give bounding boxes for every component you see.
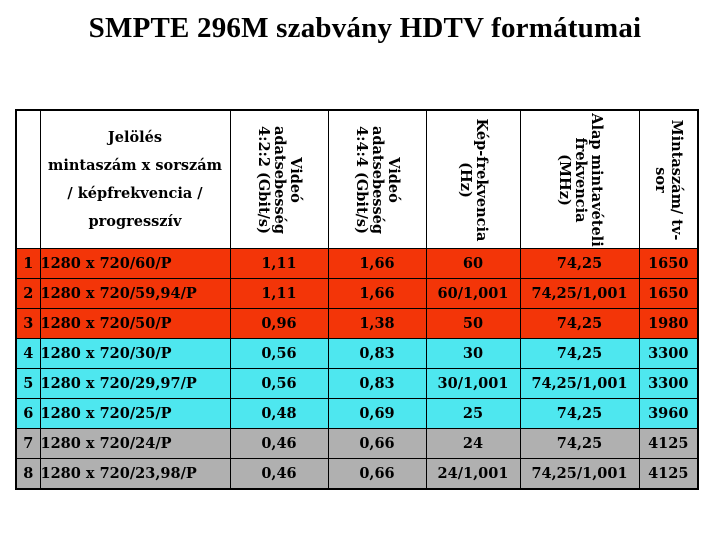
row-format-label: 1280 x 720/50/P <box>40 309 230 339</box>
row-index: 6 <box>16 399 40 429</box>
row-rate-422: 1,11 <box>230 249 328 279</box>
row-rate-444: 0,83 <box>328 339 426 369</box>
row-samples-per-line: 1650 <box>639 279 698 309</box>
row-rate-444: 1,38 <box>328 309 426 339</box>
row-samples-per-line: 1980 <box>639 309 698 339</box>
table-row <box>16 369 698 399</box>
row-index: 4 <box>16 339 40 369</box>
row-index: 7 <box>16 429 40 459</box>
row-format-label: 1280 x 720/30/P <box>40 339 230 369</box>
header-samples-per-line <box>639 110 698 249</box>
header-sample-freq-text: Alap mintavételi frekvencia (MHz) <box>555 112 605 247</box>
row-rate-422: 0,56 <box>230 369 328 399</box>
row-rate-444: 1,66 <box>328 279 426 309</box>
header-rate-444 <box>328 110 426 249</box>
header-frame-freq-text: Kép-frekvencia (Hz) <box>457 118 490 241</box>
row-rate-422: 0,46 <box>230 459 328 490</box>
row-rate-422: 0,46 <box>230 429 328 459</box>
table-row <box>16 309 698 339</box>
row-sample-freq: 74,25/1,001 <box>520 369 639 399</box>
table-row <box>16 249 698 279</box>
header-samples-per-line-text: Mintaszám/ tv-sor <box>652 119 686 240</box>
row-sample-freq: 74,25 <box>520 339 639 369</box>
formats-table <box>15 109 699 490</box>
page-title: SMPTE 296M szabvány HDTV formátumai <box>88 12 642 44</box>
row-samples-per-line: 3960 <box>639 399 698 429</box>
row-index: 1 <box>16 249 40 279</box>
row-rate-444: 0,69 <box>328 399 426 429</box>
row-format-label: 1280 x 720/23,98/P <box>40 459 230 490</box>
row-rate-422: 0,48 <box>230 399 328 429</box>
row-format-label: 1280 x 720/25/P <box>40 399 230 429</box>
header-frame-freq <box>426 110 520 249</box>
row-sample-freq: 74,25/1,001 <box>520 459 639 490</box>
row-index: 2 <box>16 279 40 309</box>
header-label-text: Jelölés mintaszám x sorszám / képfrekvencia / progresszív <box>48 128 222 230</box>
table-row <box>16 339 698 369</box>
row-index: 8 <box>16 459 40 490</box>
table-row <box>16 459 698 490</box>
row-frame-freq: 30 <box>426 339 520 369</box>
table-row <box>16 279 698 309</box>
row-samples-per-line: 1650 <box>639 249 698 279</box>
row-sample-freq: 74,25 <box>520 249 639 279</box>
row-rate-422: 1,11 <box>230 279 328 309</box>
row-rate-444: 0,83 <box>328 369 426 399</box>
row-format-label: 1280 x 720/24/P <box>40 429 230 459</box>
header-rate-422-text: Videó adatsebesség 4:2:2 (Gbit/s) <box>255 125 304 234</box>
row-rate-422: 0,56 <box>230 339 328 369</box>
row-sample-freq: 74,25/1,001 <box>520 279 639 309</box>
header-index-cell <box>16 110 40 249</box>
row-samples-per-line: 4125 <box>639 459 698 490</box>
row-samples-per-line: 3300 <box>639 339 698 369</box>
row-sample-freq: 74,25 <box>520 309 639 339</box>
row-frame-freq: 24 <box>426 429 520 459</box>
row-frame-freq: 30/1,001 <box>426 369 520 399</box>
row-index: 5 <box>16 369 40 399</box>
header-rate-422 <box>230 110 328 249</box>
row-samples-per-line: 4125 <box>639 429 698 459</box>
row-format-label: 1280 x 720/59,94/P <box>40 279 230 309</box>
row-rate-422: 0,96 <box>230 309 328 339</box>
table-row <box>16 429 698 459</box>
row-frame-freq: 60 <box>426 249 520 279</box>
row-format-label: 1280 x 720/29,97/P <box>40 369 230 399</box>
header-sample-freq <box>520 110 639 249</box>
row-frame-freq: 50 <box>426 309 520 339</box>
row-rate-444: 0,66 <box>328 429 426 459</box>
header-row <box>16 110 698 249</box>
row-rate-444: 0,66 <box>328 459 426 490</box>
row-samples-per-line: 3300 <box>639 369 698 399</box>
row-format-label: 1280 x 720/60/P <box>40 249 230 279</box>
row-frame-freq: 24/1,001 <box>426 459 520 490</box>
row-sample-freq: 74,25 <box>520 399 639 429</box>
header-rate-444-text: Videó adatsebesség 4:4:4 (Gbit/s) <box>353 125 402 234</box>
row-frame-freq: 60/1,001 <box>426 279 520 309</box>
row-index: 3 <box>16 309 40 339</box>
row-rate-444: 1,66 <box>328 249 426 279</box>
table-row <box>16 399 698 429</box>
row-frame-freq: 25 <box>426 399 520 429</box>
header-label <box>40 110 230 249</box>
row-sample-freq: 74,25 <box>520 429 639 459</box>
